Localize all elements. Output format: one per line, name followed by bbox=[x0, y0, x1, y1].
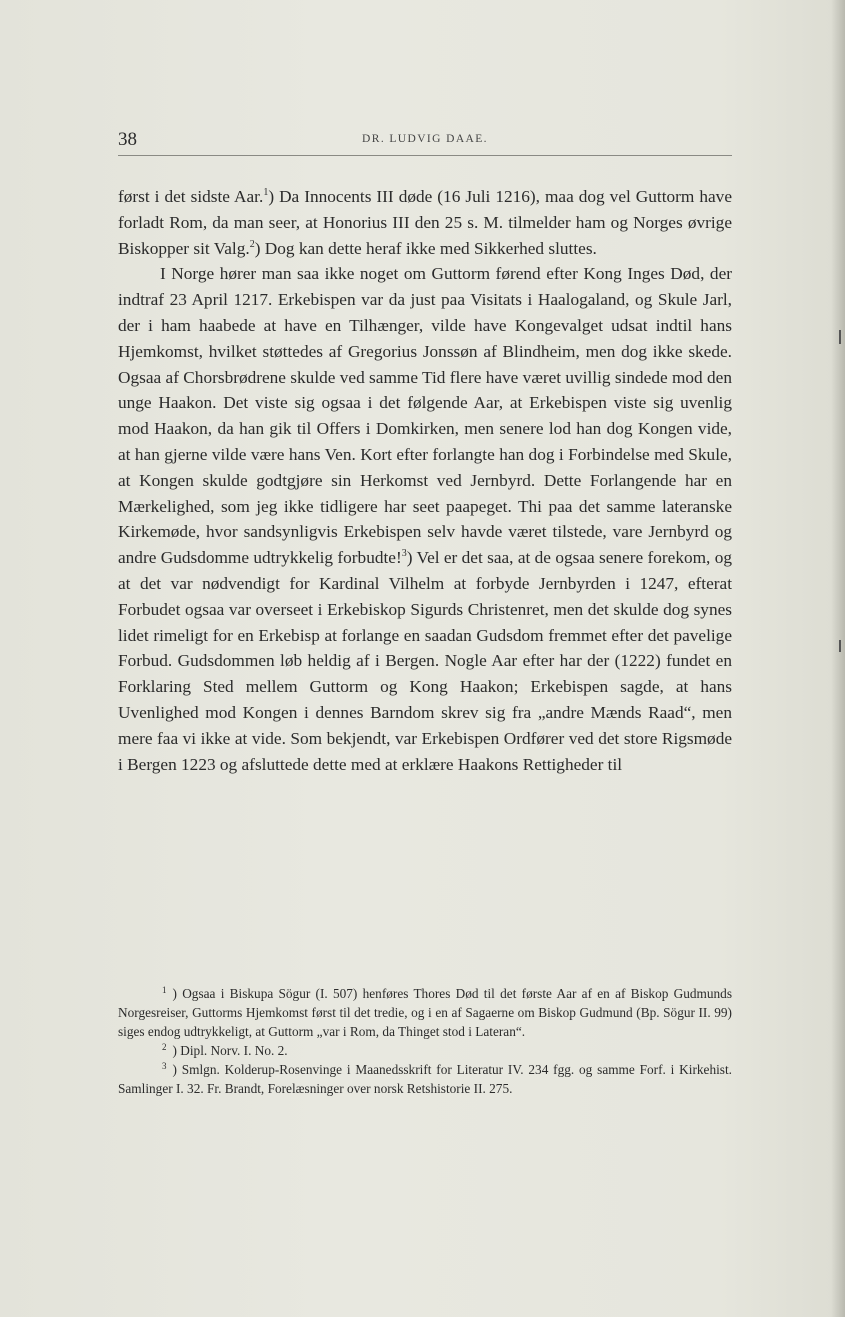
footnote-2 bbox=[118, 1041, 732, 1060]
paragraph-1-text-a: først i det sidste Aar. bbox=[118, 187, 264, 206]
margin-mark bbox=[839, 330, 841, 344]
margin-mark bbox=[839, 640, 841, 652]
main-text bbox=[118, 184, 732, 777]
footnote-3 bbox=[118, 1060, 732, 1098]
footnote-1 bbox=[118, 984, 732, 1041]
paragraph-1 bbox=[118, 184, 732, 261]
footnote-reference-2: 2 bbox=[249, 238, 255, 250]
paragraph-2-text-b: ) Vel er det saa, at de ogsaa senere forekom, og at det var nødvendigt for Kardinal Vilhelm at forbyde Jernbyrden i 1247, efterat Forbudet ogsaa var overseet i Erkebiskop Sigurds Christenret, men det skulde dog synes lidet rimeligt for en Erkebisp at forlange en saadan Gudsdom fremmet efter det pavelige Forbud. Gudsdommen løb heldig af i Bergen. Nogle Aar efter har der (1222) fundet en Forklaring Sted mellem Guttorm og Kong Haakon; Erkebispen sagde, at hans Uvenlighed mod Kongen i dennes Barndom skrev sig fra „andre Mænds Raad“, men mere faa vi ikke at vide. Som bekjendt, var Erkebispen Ordfører ved det store Rigsmøde i Bergen 1223 og afsluttede dette med at erklære Haakons Rettigheder til bbox=[118, 548, 732, 774]
paragraph-1-text-c: ) Dog kan dette heraf ikke med Sikkerhed sluttes. bbox=[254, 238, 597, 258]
footnote-text-3: ) Smlgn. Kolderup-Rosenvinge i Maanedsskrift for Literatur IV. 234 fgg. og samme Forf. i Kirkehist. Samlinger I. 32. Fr. Brandt, Forelæsninger over norsk Retshistorie II. 275. bbox=[118, 1062, 732, 1096]
footnote-text-1: ) Ogsaa i Biskupa Sögur (I. 507) henføres Thores Død til det første Aar af en af Biskop Gudmunds Norgesreiser, Guttorms Hjemkomst først til det tredie, og i en af Sagaerne om Biskop Gudmund (Bp. Sögur II. 99) siges endog udtrykkeligt, at Guttorm „var i Rom, da Thinget stod i Lateran“. bbox=[118, 986, 732, 1039]
footnote-reference-1: 1 bbox=[263, 187, 269, 198]
footnote-mark-2: 2 bbox=[162, 1042, 167, 1052]
header-rule bbox=[118, 155, 732, 156]
footnote-reference-3: 3 bbox=[401, 548, 407, 560]
page-number: 38 bbox=[118, 129, 137, 150]
footnote-text-2: ) Dipl. Norv. I. No. 2. bbox=[172, 1043, 288, 1058]
paragraph-1-text-b: ) Da Innocents III døde (16 Juli 1216), maa dog vel Guttorm have forladt Rom, da man seer, at Honorius III den 25 s. M. tilmelder ham og Norges øvrige Biskopper sit Valg. bbox=[118, 187, 732, 258]
footnotes bbox=[118, 984, 732, 1098]
page-edge-shadow bbox=[831, 0, 845, 1317]
paragraph-2-text-a: I Norge hører man saa ikke noget om Guttorm førend efter Kong Inges Død, der indtraf 23 April 1217. Erkebispen var da just paa Visitats i Haalogaland, og Skule Jarl, der i ham haabede at have en Tilhænger, vilde have Kongevalget udsat indtil hans Hjemkomst, hvilket støttedes af Gregorius Jonssøn af Blindheim, men dog ikke skede. Ogsaa af Chorsbrødrene skulde ved samme Tid flere have været uvillig sindede mod den unge Haakon. Det viste sig ogsaa i det følgende Aar, at Erkebispen viste sig uvenlig mod Haakon, da han gik til Offers i Domkirken, men senere lod han dog Kongen vide, at han gjerne vilde være hans Ven. Kort efter forlangte han dog i Forbindelse med Skule, at Kongen skulde godtgjøre sin Herkomst ved Jernbyrd. Dette Forlangende har en Mærkelighed, som jeg ikke tidligere har seet paapeget. Thi paa det samme lateranske Kirkemøde, hvor sandsynligvis Erkebispen selv havde været tilstede, vare Jernbyrd og andre Gudsdomme udtrykkelig forbudte! bbox=[118, 264, 732, 568]
page-header bbox=[118, 127, 732, 157]
footnote-mark-1: 1 bbox=[162, 985, 167, 995]
paragraph-2 bbox=[118, 261, 732, 777]
footnote-mark-3: 3 bbox=[162, 1061, 167, 1071]
running-head: DR. LUDVIG DAAE. bbox=[362, 133, 488, 145]
